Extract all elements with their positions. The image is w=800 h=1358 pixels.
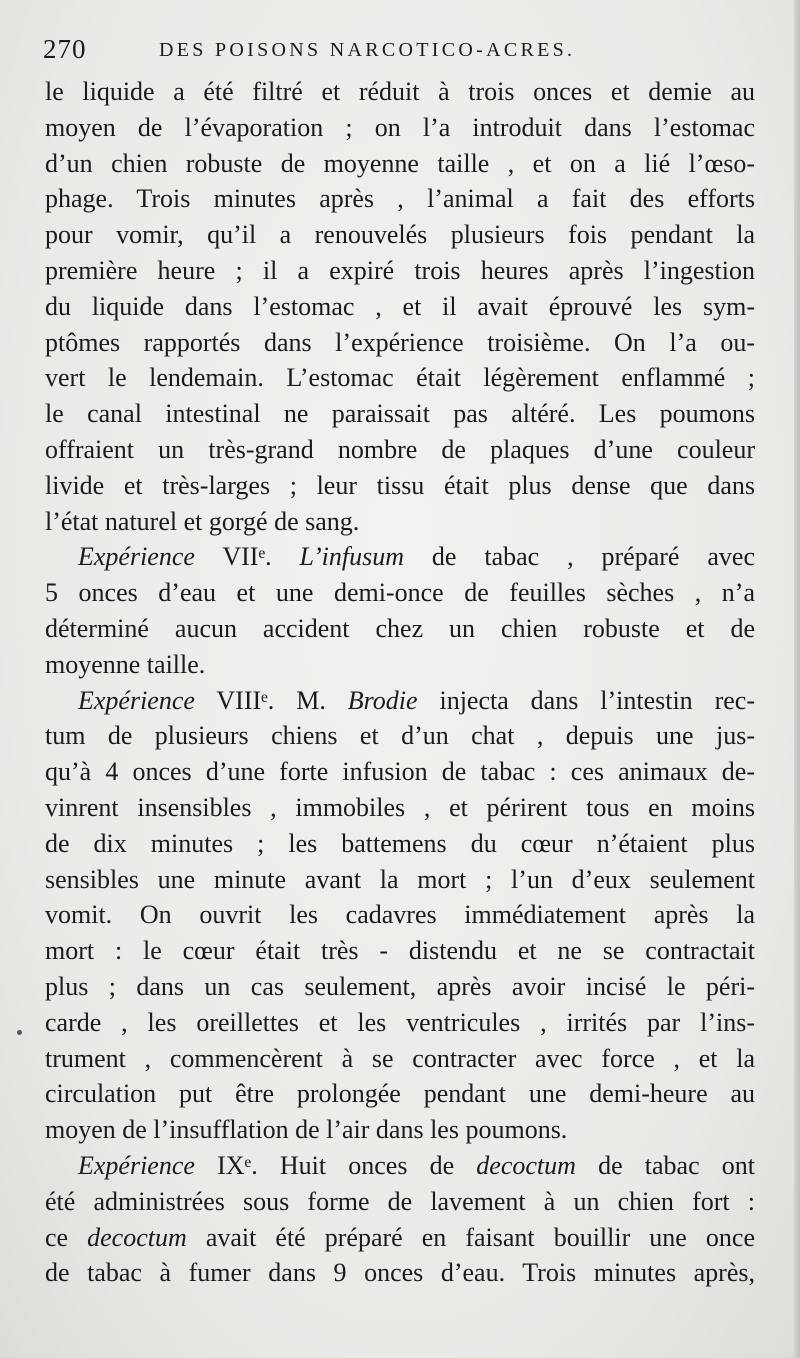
text-line bbox=[45, 1148, 755, 1184]
text-line bbox=[45, 683, 755, 719]
text-run: VIIᵉ. bbox=[194, 542, 300, 572]
text-line bbox=[45, 539, 755, 575]
text-line: carde , les oreillettes et les ventricules , irrités par l’ins- bbox=[45, 1007, 755, 1037]
text-run: IXᵉ. Huit onces de bbox=[194, 1150, 477, 1180]
italic-term: L’infusum bbox=[299, 542, 405, 572]
page-header bbox=[43, 34, 763, 68]
text-line: moyen de l’insufflation de l’air dans les poumons. bbox=[45, 1115, 568, 1145]
text-run: VIIIᵉ. M. bbox=[194, 685, 348, 715]
text-line: circulation put être prolongée pendant une demi-heure au bbox=[45, 1079, 755, 1109]
running-title: DES POISONS NARCOTICO-ACRES. bbox=[159, 39, 576, 61]
text-line: du liquide dans l’estomac , et il avait éprouvé les sym- bbox=[45, 291, 755, 321]
paragraph bbox=[45, 683, 755, 1148]
text-run: de tabac , préparé avec bbox=[404, 542, 755, 572]
italic-term: decoctum bbox=[476, 1150, 576, 1180]
text-run: injecta dans l’intestin rec- bbox=[417, 685, 755, 715]
text-line: pour vomir, qu’il a renouvelés plusieurs fois pendant la bbox=[45, 220, 755, 250]
text-line: tum de plusieurs chiens et d’un chat , depuis une jus- bbox=[45, 721, 755, 751]
text-line: vinrent insensibles , immobiles , et périrent tous en moins bbox=[45, 792, 755, 822]
text-line: l’état naturel et gorgé de sang. bbox=[45, 506, 360, 536]
text-line: moyen de l’évaporation ; on l’a introduit dans l’estomac bbox=[45, 112, 755, 142]
text-line: été administrées sous forme de lavement à un chien fort : bbox=[45, 1186, 755, 1216]
italic-term: Expérience bbox=[78, 1150, 195, 1180]
text-run: de tabac ont bbox=[575, 1150, 755, 1180]
text-line: de tabac à fumer dans 9 onces d’eau. Trois minutes après, bbox=[45, 1258, 755, 1288]
paragraph bbox=[45, 1148, 755, 1291]
text-line: plus ; dans un cas seulement, après avoir incisé le péri- bbox=[45, 971, 755, 1001]
text-line: vert le lendemain. L’estomac était légèrement enflammé ; bbox=[45, 363, 755, 393]
text-line: offraient un très-grand nombre de plaques d’une couleur bbox=[45, 434, 755, 464]
text-line: le liquide a été filtré et réduit à trois onces et demie au bbox=[45, 77, 755, 106]
text-line: le canal intestinal ne paraissait pas altéré. Les poumons bbox=[45, 399, 755, 429]
text-line: qu’à 4 onces d’une forte infusion de tabac : ces animaux de- bbox=[45, 757, 755, 787]
text-line: sensibles une minute avant la mort ; l’un d’eux seulement bbox=[45, 864, 755, 894]
text-line: vomit. On ouvrit les cadavres immédiatement après la bbox=[45, 900, 755, 930]
text-line: phage. Trois minutes après , l’animal a fait des efforts bbox=[45, 184, 755, 214]
page-body bbox=[45, 74, 755, 1291]
margin-dot bbox=[17, 1030, 22, 1035]
text-line: ptômes rapportés dans l’expérience troisième. On l’a ou- bbox=[45, 327, 755, 357]
text-line: mort : le cœur était très - distendu et ne se contractait bbox=[45, 936, 755, 966]
italic-term: decoctum bbox=[87, 1222, 187, 1252]
paragraph bbox=[45, 74, 755, 539]
text-line: déterminé aucun accident chez un chien robuste et de bbox=[45, 613, 755, 643]
text-line: moyenne taille. bbox=[45, 649, 206, 679]
italic-term: Expérience bbox=[78, 685, 195, 715]
italic-term: Brodie bbox=[347, 685, 418, 715]
page-edge bbox=[794, 0, 800, 1358]
text-line: première heure ; il a expiré trois heures après l’ingestion bbox=[45, 255, 755, 285]
italic-term: Expérience bbox=[78, 542, 195, 572]
text-line bbox=[45, 1220, 755, 1256]
text-run: ce bbox=[45, 1222, 88, 1252]
paragraph bbox=[45, 539, 755, 682]
text-line: 5 onces d’eau et une demi-once de feuilles sèches , n’a bbox=[45, 578, 755, 608]
text-line: d’un chien robuste de moyenne taille , et on a lié l’œso- bbox=[45, 148, 755, 178]
text-run: avait été préparé en faisant bouillir une once bbox=[186, 1222, 755, 1252]
text-line: trument , commencèrent à se contracter avec force , et la bbox=[45, 1043, 755, 1073]
text-line: de dix minutes ; les battemens du cœur n’étaient plus bbox=[45, 828, 755, 858]
page-number: 270 bbox=[43, 34, 87, 64]
text-line: livide et très-larges ; leur tissu était plus dense que dans bbox=[45, 470, 755, 500]
